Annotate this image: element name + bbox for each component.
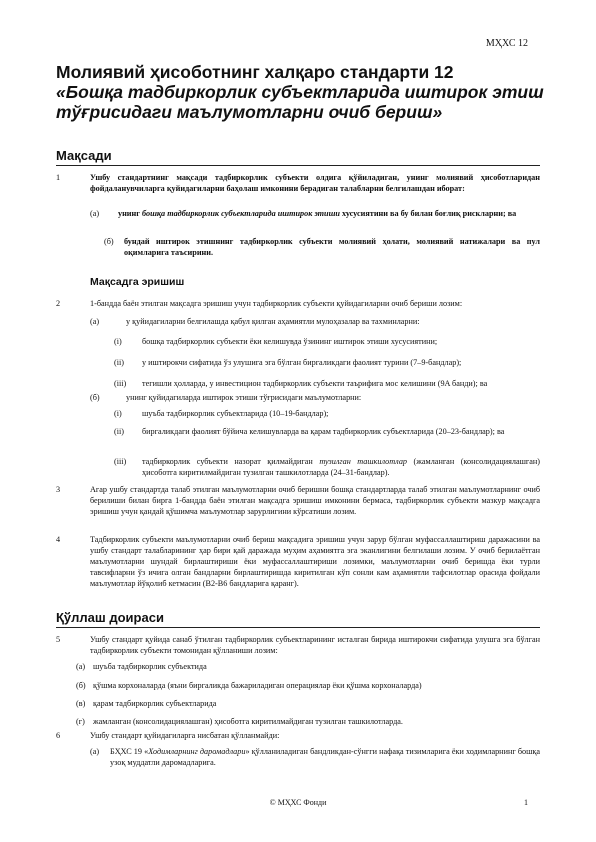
page-title — [56, 62, 546, 122]
item-label: (a) — [90, 209, 100, 218]
paragraph-2-item-a-iii: тегишли ҳолларда, у инвестицион тадбиркорлик субъекти таърифига мос келишини (9A банди); ва — [142, 379, 488, 388]
paragraph-1-item-a: унинг бошқа тадбиркорлик субъектларида иштирок этиши хусусиятини ва бу билан боғлиқ рискларни; ва — [118, 209, 517, 218]
paragraph-6-item-a: БҲХС 19 «Ходимларнинг даромадлари» қўлланиладиган бандликдан-сўнгги нафақа тизимларига ёки ходимларнинг бошқа узоқ муддатли даромадларига. — [110, 747, 540, 767]
paragraph-4: Тадбиркорлик субъекти маълумотларни очиб бериш мақсадига эришиш учун зарур бўлган муфассаллаштириш даражасини ва ушбу стандарт талабларининг ҳар бири қай даражада муҳим аҳамиятга эга эканлигини белгилаши лозим. У очиб берилаётган маълумотларни шундай бирлаштириши ёки муфассаллаштириши лозимки, маълумотларни очиб беришда ёки турли тавсифларни ўз ичига олган бандларни бирлаштиришда киритилган кўп сонли кам аҳамиятли тафсилотлар орасида фойдали маълумотлар йўқолиб кетмасин (B2-B6 бандларига қаранг). — [90, 535, 540, 588]
paragraph-number: 5 — [56, 635, 61, 644]
item-label: (г) — [76, 717, 85, 726]
item-label: (б) — [76, 681, 86, 690]
item-label: (a) — [90, 317, 100, 326]
paragraph-2: 1-бандда баён этилган мақсадга эришиш учун тадбиркорлик субъекти қуйидагиларни очиб бериши лозим: — [90, 299, 463, 308]
item-label: (б) — [90, 393, 100, 402]
paragraph-3: Агар ушбу стандартда талаб этилган маълумотларни очиб беришни бошқа стандартларда талаб этилган маълумотларнинг очиб берилиши билан бирга 1-бандда баён этилган мақсадга эришиш имконини бермаса, тадбиркорлик субъекти мазкур мақсадга эришиш учун қандай қўшимча маълумотлар зарурлигини кўрсатиши лозим. — [90, 485, 540, 516]
paragraph-5-item: жамланган (консолидациялашган) ҳисоботга киритилмайдиган тузилган ташкилотларда. — [93, 717, 403, 726]
item-label: (i) — [114, 409, 122, 418]
item-label: (iii) — [114, 457, 127, 466]
footer-copyright: © МҲХС Фонди — [269, 798, 327, 807]
paragraph-number: 1 — [56, 173, 61, 182]
paragraph-number: 2 — [56, 299, 61, 308]
item-label: (a) — [76, 662, 86, 671]
item-label: (б) — [104, 237, 114, 246]
paragraph-2-item-a-i: бошқа тадбиркорлик субъекти ёки келишувда ўзининг иштирок этиши хусусиятини; — [142, 337, 438, 346]
item-label: (ii) — [114, 427, 125, 436]
section-heading-objective: Мақсади — [56, 148, 540, 166]
paragraph-5-item: қарам тадбиркорлик субъектларида — [93, 699, 217, 708]
paragraph-2-item-b-ii: биргаликдаги фаолият бўйича келишувларда ва қарам тадбиркорлик субъектларида (20–23-бандлар); ва — [142, 427, 505, 436]
item-label: (a) — [90, 747, 100, 756]
item-label: (в) — [76, 699, 86, 708]
item-label: (ii) — [114, 358, 125, 367]
section-heading-scope: Қўллаш доираси — [56, 610, 540, 628]
paragraph-5-item: шуъба тадбиркорлик субъектида — [93, 662, 207, 671]
paragraph-5: Ушбу стандарт қуйида санаб ўтилган тадбиркорлик субъектларининг исталган бирида иштирокчи сифатида улушга эга бўлган тадбиркорлик субъекти томонидан қўлланиши лозим: — [90, 635, 540, 655]
paragraph-6: Ушбу стандарт қуйидагиларга нисбатан қўлланмайди: — [90, 731, 280, 740]
paragraph-2-item-b: унинг қуйидагиларда иштирок этиши тўғрисидаги маълумотларни: — [126, 393, 362, 402]
paragraph-2-item-b-i: шуъба тадбиркорлик субъектларида (10–19-бандлар); — [142, 409, 329, 418]
paragraph-number: 6 — [56, 731, 61, 740]
paragraph-1: Ушбу стандартнинг мақсади тадбиркорлик субъекти олдига қўйиладиган, унинг молиявий ҳисоботларидан фойдаланувчиларга қуйидагиларни баҳолаш имконини берадиган талабларни белгилашдан иборат: — [90, 173, 540, 193]
paragraph-number: 3 — [56, 485, 61, 494]
paragraph-2-item-a-ii: у иштирокчи сифатида ўз улушига эга бўлган биргаликдаги фаолият турини (7–9-бандлар); — [142, 358, 462, 367]
paragraph-2-item-a: у қуйидагиларни белгилашда қабул қилган аҳамиятли мулоҳазалар ва тахминларни: — [126, 317, 420, 326]
paragraph-5-item: қўшма корхоналарда (яъни биргаликда бажариладиган операциялар ёки қўшма корхоналарда) — [93, 681, 422, 690]
standard-code: МҲХС 12 — [485, 38, 528, 49]
title-line-1: Молиявий ҳисоботнинг халқаро стандарти 12 — [56, 62, 454, 82]
paragraph-number: 4 — [56, 535, 61, 544]
subheading-achieving-objective: Мақсадга эришиш — [90, 276, 185, 288]
paragraph-1-item-b: бундай иштирок этишнинг тадбиркорлик субъекти молиявий ҳолати, молиявий натижалари ва пул оқимларига таъсирини. — [124, 237, 540, 257]
paragraph-2-item-b-iii: тадбиркорлик субъекти назорат қилмайдиган тузилган ташкилотлар (жамланган (консолидациялашган) ҳисоботга киритилмайдиган тузилган ташкилотларда (24–31-бандлар). — [142, 457, 541, 477]
page-number: 1 — [524, 798, 528, 807]
item-label: (iii) — [114, 379, 127, 388]
item-label: (i) — [114, 337, 122, 346]
title-line-2: «Бошқа тадбиркорлик субъектларида иштирок этиш тўғрисидаги маълумотларни очиб бериш» — [56, 82, 544, 122]
